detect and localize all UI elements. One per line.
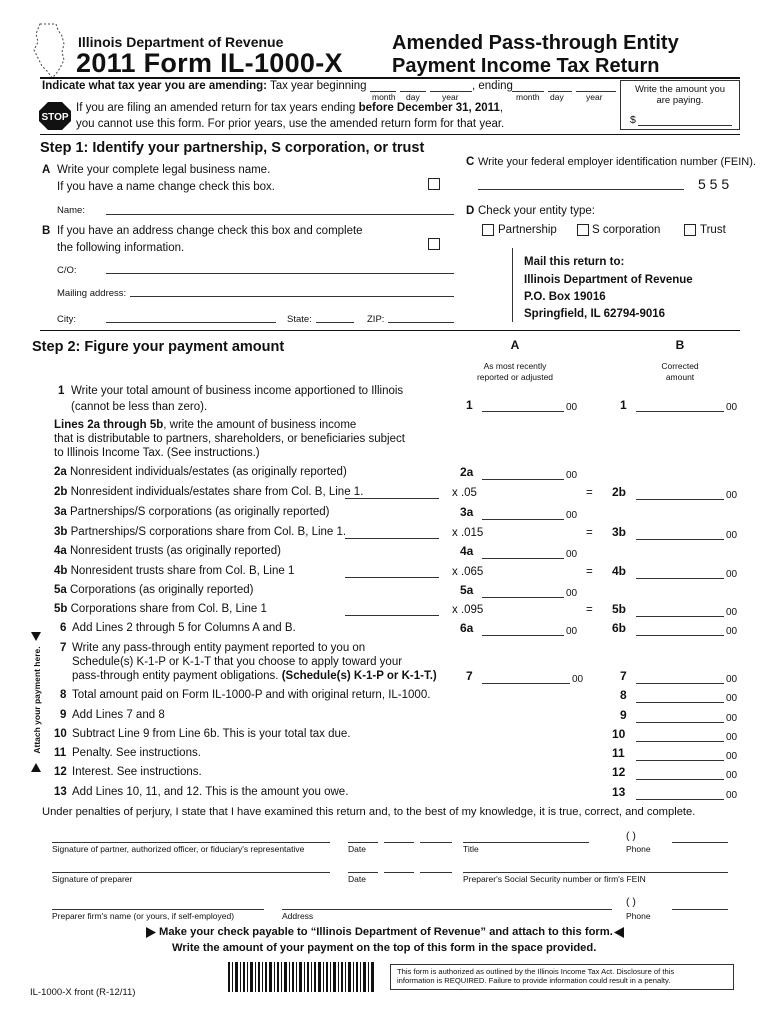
attach-arrow-up-icon: [31, 762, 41, 772]
co-label: C/O:: [57, 265, 77, 276]
line5b-text: Corporations share from Col. B, Line 1: [70, 603, 267, 615]
entity-trust-checkbox[interactable]: [684, 224, 696, 236]
line3b-b-label: 3b: [612, 525, 627, 539]
line8-text: Total amount paid on Form IL-1000-P and with original return, IL-1000.: [72, 689, 431, 701]
line4b-b-label: 4b: [612, 564, 627, 578]
line7-text-2: Schedule(s) K-1-P or K-1-T that you choose to apply toward your: [72, 656, 403, 668]
line2b-b-label: 2b: [612, 485, 627, 499]
line10-b-cents: 00: [726, 732, 738, 743]
line5a-a-label: 5a: [460, 583, 474, 597]
line2a-text: Nonresident individuals/estates (as originally reported): [70, 466, 347, 478]
phone-caption: Phone: [626, 844, 651, 854]
header-rule: [40, 77, 740, 79]
line2b-number: 2b: [54, 486, 68, 498]
stop-sign-text: STOP: [41, 112, 69, 123]
line4b-share-input[interactable]: [345, 566, 439, 578]
step2-title: Step 2: Figure your payment amount: [32, 339, 285, 355]
line2b-text: Nonresident individuals/estates share from Col. B, Line 1.: [70, 486, 364, 498]
line5b-rate: x .095: [452, 604, 484, 616]
line4a-number: 4a: [54, 545, 67, 557]
line3b-number: 3b: [54, 526, 68, 538]
form-id: IL-1000-X front (R-12/11): [30, 987, 136, 998]
end-year-input[interactable]: [576, 80, 616, 92]
field-c-text: Write your federal employer identification number (FEIN).: [478, 156, 756, 168]
line4b-row: [54, 565, 294, 577]
line11-b-cents: 00: [726, 751, 738, 762]
line13-b-label: 13: [612, 785, 626, 799]
field-b-text-2: the following information.: [57, 242, 185, 254]
line5b-b-cents: 00: [726, 607, 738, 618]
line3b-equals: =: [586, 527, 593, 539]
line7-a-input[interactable]: [482, 672, 570, 684]
preparer-ssn-input[interactable]: [463, 861, 728, 873]
line4b-b-cents: 00: [726, 569, 738, 580]
co-input[interactable]: [106, 262, 454, 274]
step1-title: Step 1: Identify your partnership, S corporation, or trust: [40, 140, 425, 156]
line3a-text: Partnerships/S corporations (as originally reported): [70, 506, 330, 518]
preparer-ssn-caption: Preparer's Social Security number or firm's FEIN: [463, 874, 646, 884]
line1-number: 1: [58, 385, 65, 397]
begin-year-input[interactable]: [430, 80, 472, 92]
sign-date-caption: Date: [348, 844, 366, 854]
begin-month-input[interactable]: [370, 80, 396, 92]
title-input[interactable]: [463, 831, 589, 843]
lines2a5b-intro-bold: Lines 2a through 5b: [54, 419, 164, 431]
line4a-a-input[interactable]: [482, 547, 564, 559]
line5b-b-input[interactable]: [636, 605, 724, 617]
line7-b-cents: 00: [726, 674, 738, 685]
entity-scorp-checkbox[interactable]: [577, 224, 589, 236]
firm-phone-area-paren: ( ): [626, 896, 636, 908]
line4a-a-cents: 00: [566, 549, 578, 560]
step1-top-rule: [40, 134, 740, 135]
line11-text: Penalty. See instructions.: [72, 747, 201, 759]
agency-name: Illinois Department of Revenue: [78, 34, 284, 50]
line13-b-input[interactable]: [636, 788, 724, 800]
entity-scorp-label: S corporation: [592, 224, 661, 236]
line9-b-label: 9: [620, 708, 627, 722]
line10-b-input[interactable]: [636, 730, 724, 742]
line8-b-label: 8: [620, 688, 627, 702]
address-change-checkbox[interactable]: [428, 238, 440, 250]
line4a-row: [54, 545, 281, 557]
name-change-checkbox[interactable]: [428, 178, 440, 190]
zip-label: ZIP:: [367, 314, 385, 325]
line4b-number: 4b: [54, 565, 68, 577]
fein-suffix: 5 5 5: [698, 176, 730, 192]
firm-phone-caption: Phone: [626, 911, 651, 921]
line2a-a-input[interactable]: [482, 468, 564, 480]
arrow-right-icon: [146, 927, 156, 938]
line3b-share-input[interactable]: [345, 527, 439, 539]
preparer-signature-input[interactable]: [52, 861, 330, 873]
firm-name-caption: Preparer firm's name (or yours, if self-employed): [52, 911, 235, 921]
firm-address-input[interactable]: [282, 898, 612, 910]
prep-date-caption: Date: [348, 874, 366, 884]
state-input[interactable]: [316, 311, 354, 323]
line11-number: 11: [54, 747, 67, 759]
begin-month-caption: month: [372, 92, 396, 102]
form-title: 2011 Form IL-1000-X: [76, 48, 343, 78]
line2b-row: [54, 486, 363, 498]
line6b-label: 6b: [612, 621, 627, 635]
line2b-b-cents: 00: [726, 490, 738, 501]
firm-name-input[interactable]: [52, 898, 264, 910]
fein-input[interactable]: [478, 178, 684, 190]
entity-partnership-checkbox[interactable]: [482, 224, 494, 236]
entity-partnership-label: Partnership: [498, 224, 557, 236]
payment-dollar-sign: $: [630, 114, 636, 126]
line2a-a-label: 2a: [460, 465, 474, 479]
city-label: City:: [57, 314, 76, 325]
line5a-text: Corporations (as originally reported): [70, 584, 254, 596]
line3a-row: [54, 506, 330, 518]
line3b-row: [54, 526, 346, 538]
sign-date-day-input[interactable]: [384, 831, 414, 843]
line3b-rate: x .015: [452, 527, 484, 539]
mail-to-3: P.O. Box 19016: [524, 291, 606, 303]
line5a-row: [54, 584, 253, 596]
line1-text-2: (cannot be less than zero).: [71, 401, 208, 413]
line11-b-label: 11: [612, 746, 625, 760]
tax-year-prompt-bold: Indicate what tax year you are amending:: [42, 80, 267, 92]
write-amount-text: Write the amount of your payment on the top of this form in the space provided.: [172, 942, 597, 954]
line8-b-cents: 00: [726, 693, 738, 704]
firm-phone-input[interactable]: [672, 898, 728, 910]
line6a-label: 6a: [460, 621, 474, 635]
line3a-a-cents: 00: [566, 510, 578, 521]
line10-b-label: 10: [612, 727, 626, 741]
stop-text-2: you cannot use this form. For prior years, use the amended return form for that year.: [76, 118, 505, 130]
line3b-b-cents: 00: [726, 530, 738, 541]
column-a-header: A: [510, 338, 520, 352]
line4b-text: Nonresident trusts share from Col. B, Line 1: [70, 565, 295, 577]
title-caption: Title: [463, 844, 479, 854]
authorization-text-2: information is REQUIRED. Failure to provide information could result in a penalty.: [397, 976, 671, 985]
field-a-text-1: Write your complete legal business name.: [57, 164, 271, 176]
field-d-text: Check your entity type:: [478, 205, 595, 217]
mailing-address-input[interactable]: [130, 285, 454, 297]
line2b-b-input[interactable]: [636, 488, 724, 500]
entity-trust-label: Trust: [700, 224, 726, 236]
firm-address-caption: Address: [282, 911, 314, 921]
business-name-input[interactable]: [106, 203, 454, 215]
begin-day-input[interactable]: [400, 80, 426, 92]
line5b-equals: =: [586, 604, 593, 616]
ending-label: , ending: [472, 80, 513, 92]
prep-date-day-input[interactable]: [384, 861, 414, 873]
payment-amount-caption-1: Write the amount you: [634, 84, 726, 95]
line1-b-input[interactable]: [636, 400, 724, 412]
line2a-number: 2a: [54, 466, 67, 478]
line4a-a-label: 4a: [460, 544, 474, 558]
lines2a5b-intro-3: to Illinois Income Tax. (See instructions.): [54, 447, 260, 459]
mail-box-divider: [512, 248, 513, 322]
line8-b-input[interactable]: [636, 691, 724, 703]
line2b-rate: x .05: [452, 487, 477, 499]
zip-input[interactable]: [388, 311, 454, 323]
mailing-address-label: Mailing address:: [57, 288, 127, 299]
line7-b-input[interactable]: [636, 672, 724, 684]
return-title-2: Payment Income Tax Return: [392, 55, 660, 77]
line9-b-cents: 00: [726, 713, 738, 724]
line7-text-3: [72, 670, 437, 682]
column-a-sub-1: As most recently: [483, 361, 547, 371]
line9-number: 9: [60, 709, 67, 721]
line2a-a-cents: 00: [566, 470, 578, 481]
lines2a5b-intro-plain: , write the amount of business income: [163, 419, 357, 431]
line6b-input[interactable]: [636, 624, 724, 636]
line9-b-input[interactable]: [636, 711, 724, 723]
line5a-number: 5a: [54, 584, 67, 596]
line3a-a-input[interactable]: [482, 508, 564, 520]
line6a-input[interactable]: [482, 624, 564, 636]
line7-text-1: Write any pass-through entity payment reported to you on: [72, 642, 366, 654]
line4b-equals: =: [586, 566, 593, 578]
authorization-text-1: This form is authorized as outlined by the Illinois Income Tax Act. Disclosure of this: [397, 967, 675, 976]
line6b-cents: 00: [726, 626, 738, 637]
line13-text: Add Lines 10, 11, and 12. This is the amount you owe.: [72, 786, 349, 798]
barcode-icon: [228, 962, 374, 992]
stop-text-1-plain: If you are filing an amended return for tax years ending: [76, 102, 356, 114]
step2-top-rule: [40, 330, 740, 331]
payment-amount-caption-2: are paying.: [656, 95, 704, 106]
field-d-letter: D: [466, 205, 475, 217]
line2b-equals: =: [586, 487, 593, 499]
line7-text-3-plain: pass-through entity payment obligations.: [72, 670, 279, 682]
lines2a5b-intro-2: that is distributable to partners, shareholders, or beneficiaries subject: [54, 433, 405, 445]
prep-date-month-input[interactable]: [348, 861, 378, 873]
line6-text: Add Lines 2 through 5 for Columns A and B.: [72, 622, 296, 634]
line12-b-cents: 00: [726, 770, 738, 781]
stop-sign-icon: [38, 101, 72, 131]
name-label: Name:: [57, 205, 85, 216]
line5b-b-label: 5b: [612, 602, 627, 616]
line5a-a-cents: 00: [566, 588, 578, 599]
line13-number: 13: [54, 786, 67, 798]
mail-to-1: Mail this return to:: [524, 256, 625, 268]
line1-text-1: Write your total amount of business income apportioned to Illinois: [71, 385, 404, 397]
line13-b-cents: 00: [726, 790, 738, 801]
line5b-row: [54, 603, 267, 615]
line11-b-input[interactable]: [636, 749, 724, 761]
end-day-input[interactable]: [548, 80, 572, 92]
preparer-signature-caption: Signature of preparer: [52, 874, 133, 884]
line1-b-label: 1: [620, 398, 627, 412]
line3a-a-label: 3a: [460, 505, 474, 519]
line1-a-cents: 00: [566, 402, 578, 413]
field-b-letter: B: [42, 225, 51, 237]
lines2a5b-intro-1: [54, 419, 356, 431]
phone-input[interactable]: [672, 831, 728, 843]
line12-b-input[interactable]: [636, 768, 724, 780]
line3b-text: Partnerships/S corporations share from Col. B, Line 1.: [70, 526, 347, 538]
column-b-sub-1: Corrected: [661, 361, 699, 371]
perjury-statement: Under penalties of perjury, I state that I have examined this return and, to the best of my knowledge, it is true, correct, and complete.: [42, 806, 696, 818]
return-title-1: Amended Pass-through Entity: [392, 32, 679, 54]
line5a-a-input[interactable]: [482, 586, 564, 598]
line10-number: 10: [54, 728, 67, 740]
sign-date-month-input[interactable]: [348, 831, 378, 843]
prep-date-year-input[interactable]: [420, 861, 452, 873]
line7-text-3-bold: (Schedule(s) K-1-P or K-1-T.): [281, 670, 437, 682]
line2a-row: [54, 466, 347, 478]
column-a-sub-2: reported or adjusted: [476, 372, 554, 382]
mail-to-4: Springfield, IL 62794-9016: [524, 308, 666, 320]
line9-text: Add Lines 7 and 8: [72, 709, 165, 721]
line7-number: 7: [60, 642, 67, 654]
line4b-rate: x .065: [452, 566, 484, 578]
line5b-number: 5b: [54, 603, 68, 615]
phone-area-paren: ( ): [626, 830, 636, 842]
end-year-caption: year: [586, 92, 603, 102]
begin-day-caption: day: [406, 92, 420, 102]
line12-number: 12: [54, 766, 67, 778]
line4b-b-input[interactable]: [636, 567, 724, 579]
line1-a-label: 1: [466, 398, 473, 412]
line8-number: 8: [60, 689, 67, 701]
line3a-number: 3a: [54, 506, 67, 518]
line7-b-label: 7: [620, 669, 627, 683]
end-day-caption: day: [550, 92, 564, 102]
mail-to-2: Illinois Department of Revenue: [524, 274, 693, 286]
field-a-letter: A: [42, 164, 51, 176]
line1-a-input[interactable]: [482, 400, 564, 412]
sign-date-year-input[interactable]: [420, 831, 452, 843]
line12-text: Interest. See instructions.: [72, 766, 202, 778]
payment-amount-input[interactable]: [638, 114, 732, 126]
line12-b-label: 12: [612, 765, 626, 779]
partner-signature-input[interactable]: [52, 831, 330, 843]
state-label: State:: [287, 314, 312, 325]
line6-number: 6: [60, 622, 67, 634]
authorization-box: [390, 964, 734, 990]
stop-text-1: If you are filing an amended return for tax years ending before December 31, 2011,: [76, 102, 504, 114]
line2b-share-input[interactable]: [345, 487, 439, 499]
field-b-text-1: If you have an address change check this box and complete: [57, 225, 363, 237]
end-month-caption: month: [516, 92, 540, 102]
column-b-sub-2: amount: [665, 372, 695, 382]
line7-a-label: 7: [466, 669, 473, 683]
field-c-letter: C: [466, 156, 475, 168]
column-b-header: B: [675, 338, 685, 352]
attach-payment-label: Attach your payment here.: [32, 646, 42, 754]
line1-b-cents: 00: [726, 402, 738, 413]
line6a-cents: 00: [566, 626, 578, 637]
line10-text: Subtract Line 9 from Line 6b. This is your total tax due.: [72, 728, 351, 740]
city-input[interactable]: [106, 311, 276, 323]
tax-year-prompt: [42, 80, 367, 92]
illinois-state-outline-icon: [30, 22, 70, 80]
line3b-b-input[interactable]: [636, 528, 724, 540]
arrow-left-icon: [614, 927, 624, 938]
field-a-text-2: If you have a name change check this box.: [57, 181, 275, 193]
line5b-share-input[interactable]: [345, 604, 439, 616]
make-check-text: Make your check payable to “Illinois Department of Revenue” and attach to this form.: [159, 926, 613, 938]
begin-year-caption: year: [442, 92, 459, 102]
line7-a-cents: 00: [572, 674, 584, 685]
tax-year-beginning-label: Tax year beginning: [269, 80, 367, 92]
line4a-text: Nonresident trusts (as originally reported): [70, 545, 281, 557]
stop-text-1-bold: before December 31, 2011: [358, 102, 500, 114]
end-month-input[interactable]: [512, 80, 544, 92]
partner-signature-caption: Signature of partner, authorized officer, or fiduciary's representative: [52, 844, 305, 854]
